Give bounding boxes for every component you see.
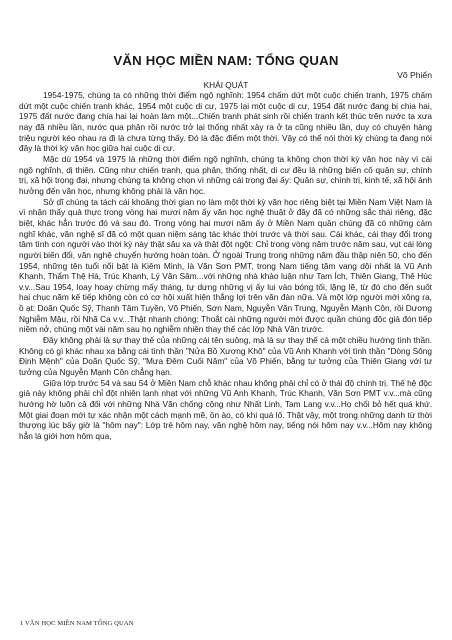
body-paragraph: Sở dĩ chúng ta tách cái khoảng thời gian nọ làm một thời kỳ văn học riêng biệt tại Miền Nam Việt Nam là vì nhận thấy quả thực trong vòng hai mươi năm ấy văn học nghệ thuật ở đây đã có những sắc thái riêng, đặc biệt, khác hẳn trước đó và sau đó. Trong vòng hai mươi năm ấy ở Miền Nam quần chúng đã có những cảm nghĩ khác, văn nghệ sĩ đã có một quan niệm sáng tác khác thời trước và thời sau. Cái khác, cái thay đổi trong tâm tình con người vào thời kỳ này thật sâu xa và thật đột ngột: Chỉ trong vòng năm trước năm sau, vụt cái lòng người biến đổi, văn nghệ chuyển hướng hoàn toàn. Ở ngoài Trung trong những năm đầu thập niên 50, cho đến 1954, những tên tuổi nổi bật là Kiêm Minh, là Văn Sơn PMT, trong Nam tiếng tăm vang dội nhất là Vũ Anh Khanh, Thẩm Thệ Hà, Trúc Khanh, Lý Văn Sâm...với những nhà khảo luận như Tam Ích, Thiên Giang, Thê Húc v.v...Sau 1954, loay hoay chừng mấy tháng, tự dưng những vị ấy lui vào bóng tối, lặng lẽ, từ đó cho đến suốt hai chục năm kế tiếp không còn có cơ hội xuất hiện thắng lợi trên văn đàn nữa. Và một lớp người mới xông ra, ồ ạt: Doãn Quốc Sỹ, Thanh Tâm Tuyền, Võ Phiến, Sơn Nam, Nguyễn Văn Trung, Nguyễn Mạnh Côn, rồi Dương Nghiễm Mậu, rồi Nhã Ca v.v...Thật nhanh chóng: Thoắt cái những người mới được quần chúng độc giả đón tiếp niềm nở, chúng một vài năm sau họ nghiễm nhiên thay thế các lớp Nhà Văn trước. (19, 196, 432, 335)
author-name: Võ Phiến (397, 70, 432, 80)
page-footer: 1 VĂN HỌC MIỀN NAM TỔNG QUAN (20, 620, 134, 627)
body-paragraph: Giữa lớp trước 54 và sau 54 ở Miền Nam chỗ khác nhau không phải chỉ có ở thái độ chính trị. Thế hệ độc giả này không phải chỉ đột nhiên lạnh nhạt với những Vũ Anh Khanh, Trúc Khanh, Văn Sơn PMT v.v...mà cũng hướng hờ luôn cả đối với những Nhà Văn chống cộng như Nhất Linh, Tam Lang v.v...Họ chối bỏ hết quá khứ. Một giai đoạn mới tự xác nhận một cách mạnh mẽ, ồn ào, có khi quá lố. Thật vậy, một trong những danh từ thời thượng lúc bấy giờ là "hôm nay": Lớp trẻ hôm nay, văn nghệ hôm nay, tiếng nói hôm nay v.v...Hôm nay không hẳn là giới hơn hôm qua, (19, 377, 432, 441)
body-paragraph: Đây không phải là sự thay thế của những cái tên suông, mà là sự thay thế cả một chiều hướng tình thần. Không có gì khác nhau xa bằng cái tình thần "Nửa Bồ Xương Khô" của Vũ Anh Khanh với tình thần "Dòng Sông Định Mệnh" của Doãn Quốc Sỹ, "Mưa Đêm Cuối Năm" của Võ Phiến, bằng tư tưởng của Thiên Giang với tư tưởng của Nguyễn Mạnh Côn chẳng hạn. (19, 335, 432, 378)
document-body (19, 90, 432, 442)
body-paragraph: 1954-1975, chúng ta có những thời điểm ngộ nghĩnh: 1954 chấm dứt một cuộc chiến tranh, 1975 chấm dứt một cuộc chiến tranh khác, 1954 một cuộc di cư, 1975 lại một cuộc di cư, 1954 đất nước đang bị chia hai, 1975 đất nước đang chia hai lại hoàn làm một...Chiến tranh phát sinh rồi chiến tranh kết thúc trên nước ta xưa nay đã nhiều lần, nước qua phân rồi nước trở lại thống nhất xảy ra ở ta cũng nhiều lần, duy có chuyện hàng triệu người kéo nhau ra đi là chưa từng thấy. Đó là đặc điểm một thời. Vậy có thể nói thời kỳ chúng ta đang nói đây là thời kỳ văn học giữa hai cuộc di cư. (19, 90, 432, 154)
document-title: VĂN HỌC MIỀN NAM: TỔNG QUAN (113, 53, 339, 68)
body-paragraph: Mặc dù 1954 và 1975 là những thời điểm ngộ nghĩnh, chúng ta không chọn thời kỳ văn học này vì cái ngộ nghĩnh, dị thiên. Cũng như chiến tranh, qua phân, thống nhất, di cư đều là những biến cố quân sự, chính trị, xã hội trọng đại, nhưng chúng ta không chọn vì những cái trọng đại ấy: Quân sự, chính trị, kinh tế, xã hội ảnh hưởng đến văn học, nhưng không phải là văn học. (19, 153, 432, 196)
section-heading: KHÁI QUÁT (203, 80, 249, 90)
